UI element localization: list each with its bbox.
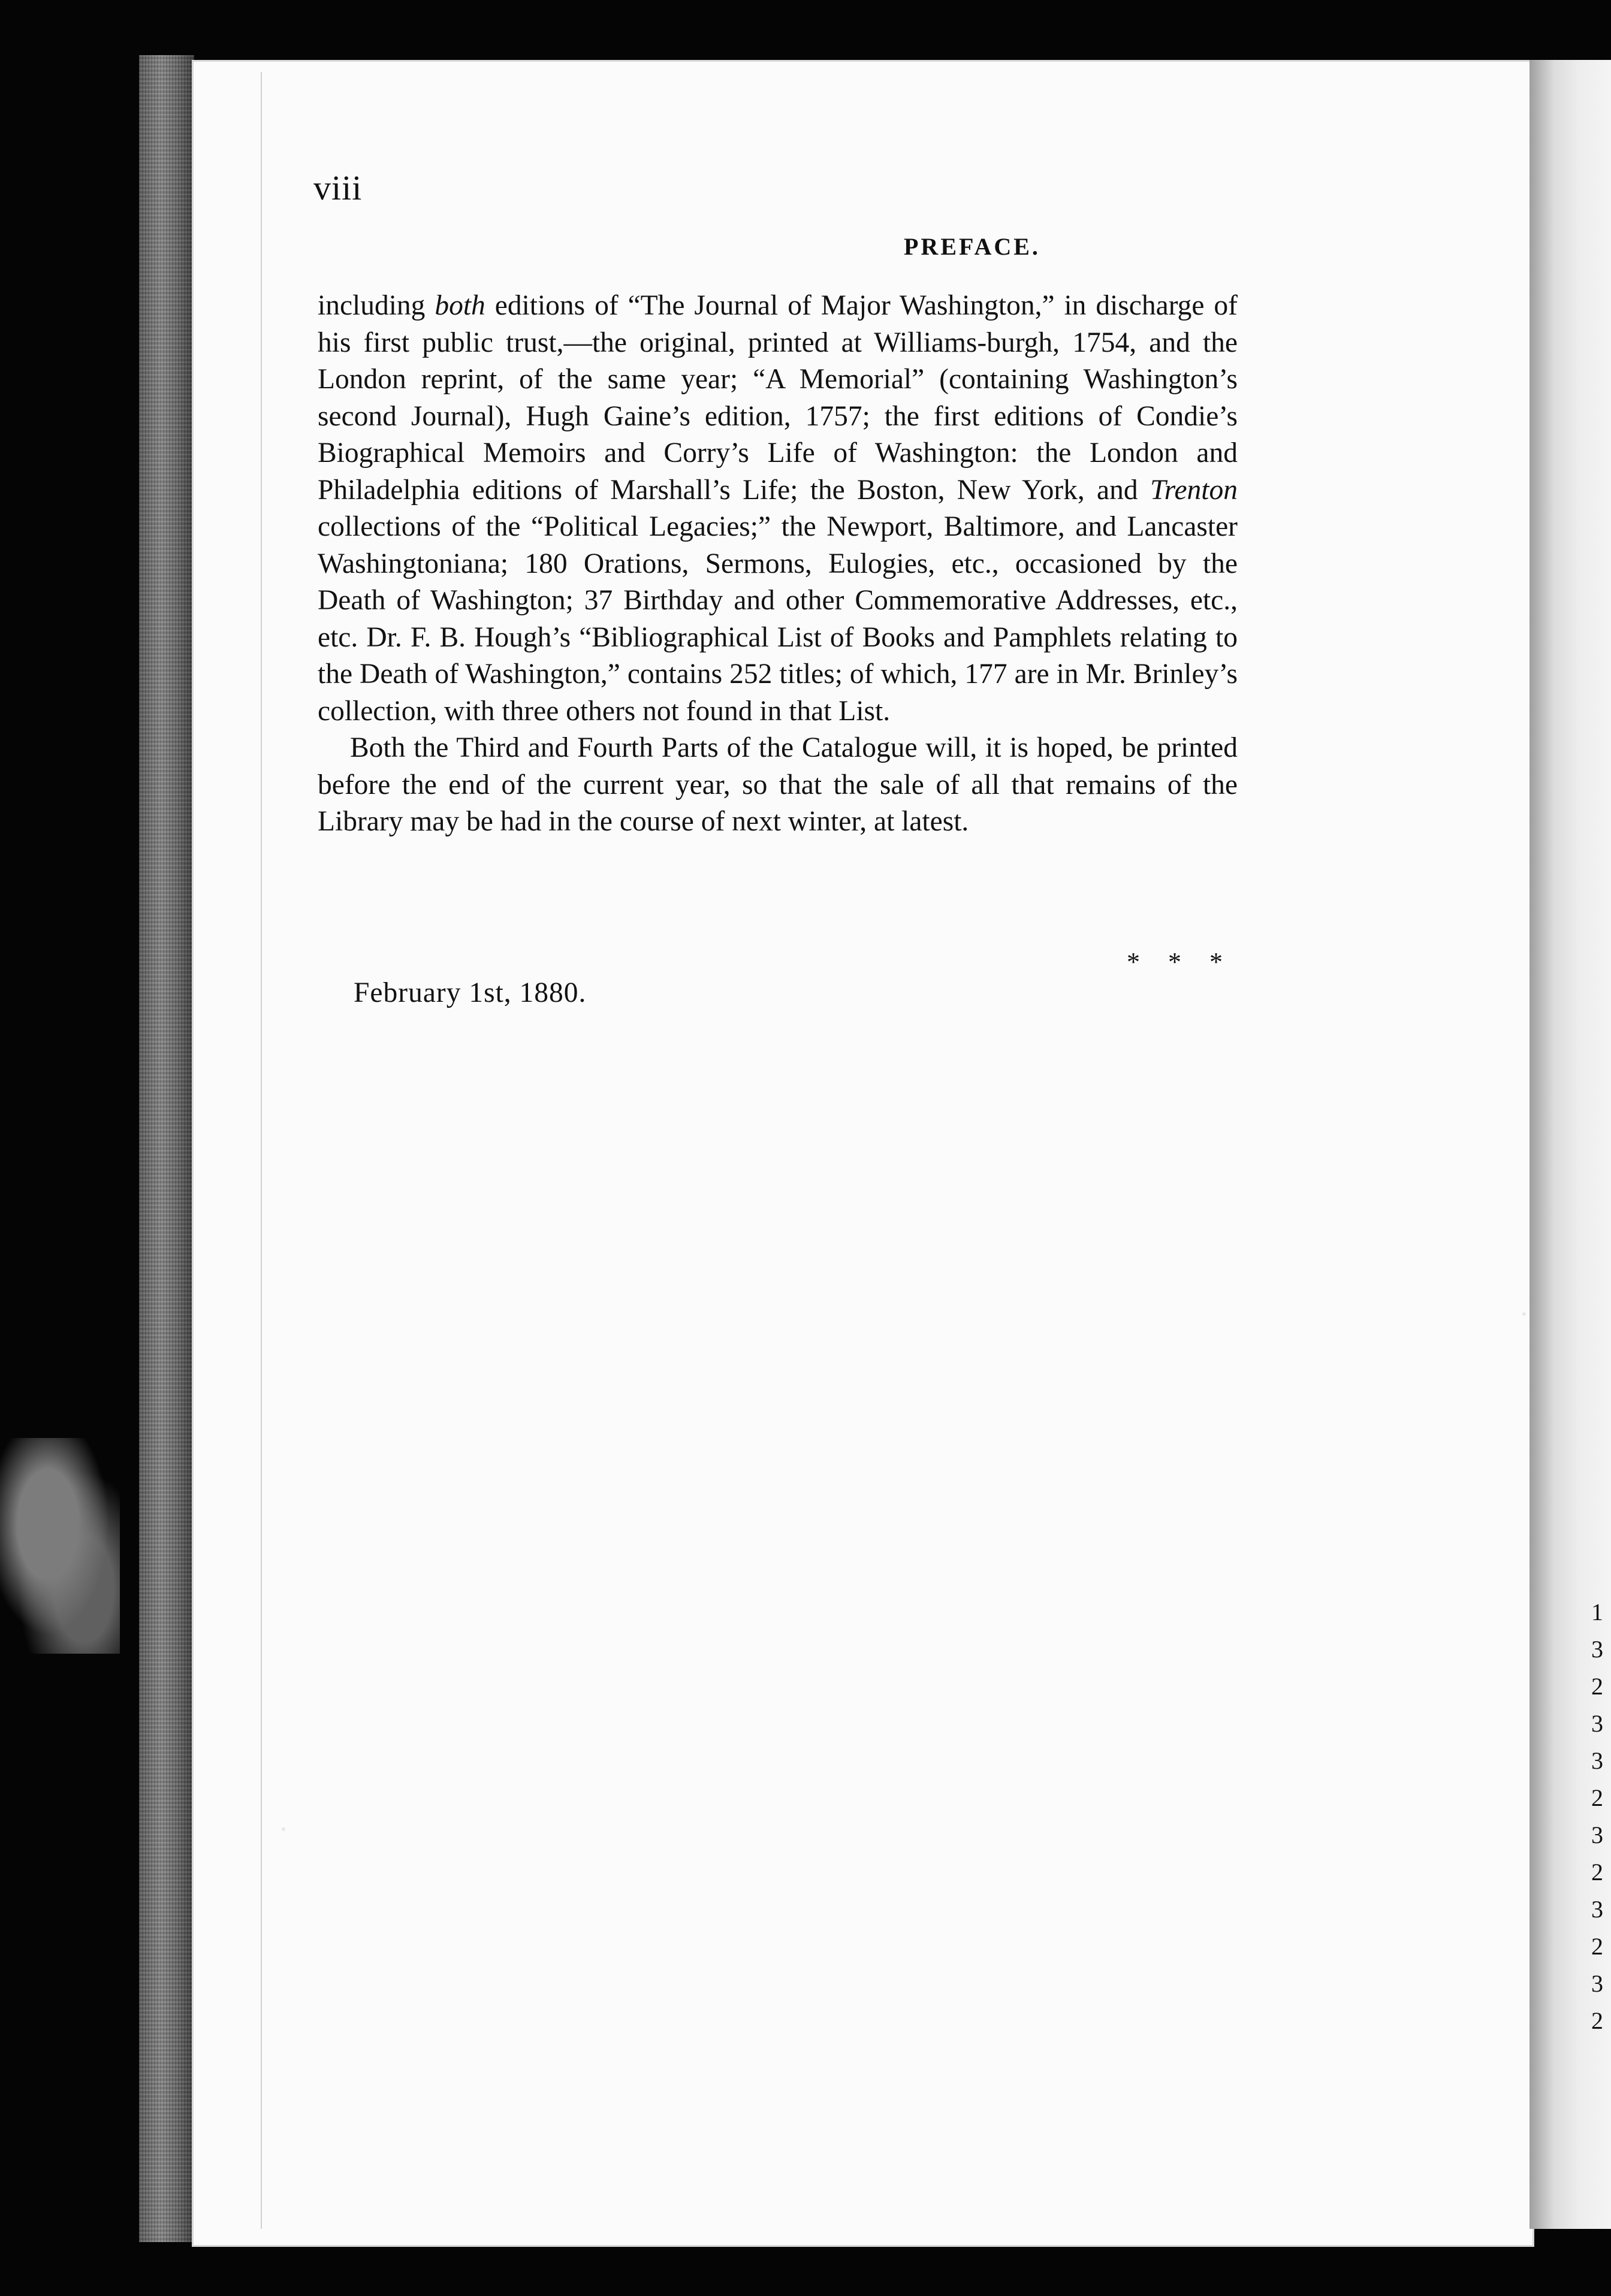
date-line: February 1st, 1880. [354, 977, 587, 1008]
text-run: collections of the “Political Legacies;” the Newport, Baltimore, and Lancaster Washingtoniana; 180 Orations, Sermons, Eulogies, etc., occasioned by the Death of Washington; 37 Birthday and other Commemorative Addresses, etc., etc. Dr. F. B. Hough’s “Bibliographical List of Books and Pamphlets relating to the Death of Washington,” contains 252 titles; of which, 177 are in Mr. Brinley’s collection, with three others not found in that List. [318, 511, 1238, 727]
running-head: PREFACE. [904, 233, 1040, 260]
book-binding-edge [139, 55, 194, 2242]
edge-number: 3 [1591, 1747, 1603, 1774]
paper-speck [1522, 1312, 1526, 1316]
signature-asterisks: * * * [1127, 947, 1233, 977]
italic-text: Trenton [1150, 474, 1238, 506]
torn-paper-fragment [0, 1438, 120, 1654]
page-number: viii [313, 168, 363, 207]
paragraph-1 [318, 288, 1238, 730]
page-margin-rule [261, 72, 262, 2229]
text-run: editions of “The Journal of Major Washington,” in discharge of his first public trust,—the original, printed at Williams-burgh, 1754, and the London reprint, of the same year; “A Memorial” (containing Washington’s second Journal), Hugh Gaine’s edition, 1757; the first editions of Condie’s Biographical Memoirs and Corry’s Life of Washington: the London and Philadelphia editions of Marshall’s Life; the Boston, New York, and [318, 290, 1238, 506]
edge-number: 2 [1591, 1859, 1603, 1886]
edge-number: 2 [1591, 1784, 1603, 1811]
edge-number: 3 [1591, 1710, 1603, 1737]
italic-text: both [435, 290, 485, 321]
text-run: including [318, 290, 435, 321]
edge-number: 3 [1591, 1821, 1603, 1848]
edge-number: 3 [1591, 1636, 1603, 1663]
edge-number: 2 [1591, 2007, 1603, 2034]
edge-number: 3 [1591, 1970, 1603, 1997]
text-run: Both the Third and Fourth Parts of the Catalogue will, it is hoped, be printed before the end of the current year, so that the sale of all that remains of the Library may be had in the course of next winter, at latest. [318, 732, 1238, 837]
paper-speck [282, 1827, 285, 1831]
body-text [318, 288, 1238, 841]
edge-number: 2 [1591, 1933, 1603, 1960]
edge-number: 3 [1591, 1896, 1603, 1923]
paragraph-2 [318, 730, 1238, 841]
facing-page-edge-numbers [1591, 1594, 1611, 2040]
edge-number: 2 [1591, 1673, 1603, 1700]
edge-number: 1 [1591, 1599, 1603, 1626]
